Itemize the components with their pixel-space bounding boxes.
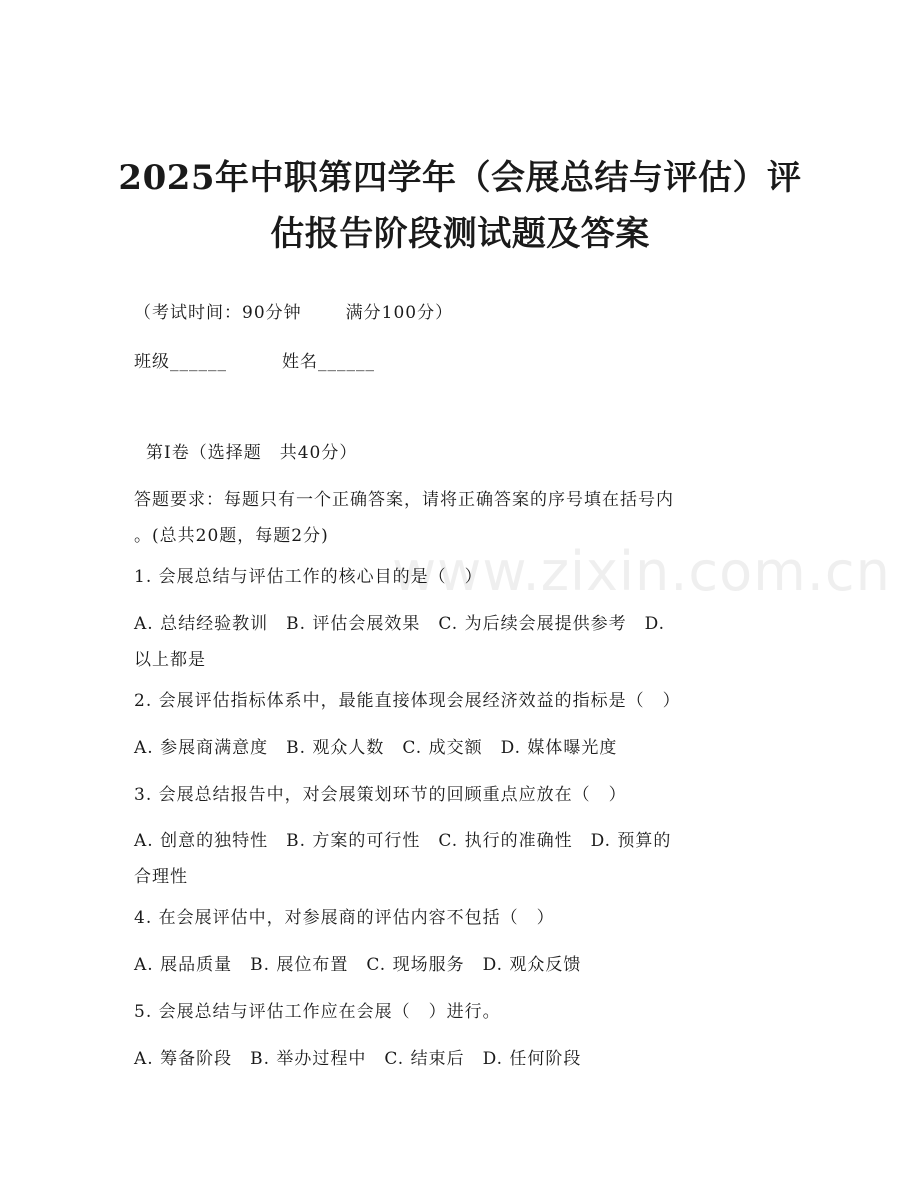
options-line: A. 创意的独特性 B. 方案的可行性 C. 执行的准确性 D. 预算的 [134, 831, 672, 851]
watermark: www.zixin.com.cn [392, 540, 891, 603]
student-fields [134, 350, 375, 374]
exam-info [134, 301, 453, 325]
instructions-line-1: 答题要求：每题只有一个正确答案，请将正确答案的序号填在括号内 [134, 490, 674, 510]
document-title [60, 150, 860, 262]
question-stem: 2. 会展评估指标体系中，最能直接体现会展经济效益的指标是（ ） [134, 691, 681, 711]
section-heading: 第I卷（选择题 共40分） [146, 443, 358, 463]
instructions [134, 482, 774, 554]
options-line-continued: 以上都是 [134, 650, 206, 670]
question-options: A. 筹备阶段 B. 举办过程中 C. 结束后 D. 任何阶段 [134, 1049, 582, 1069]
options-line: A. 总结经验教训 B. 评估会展效果 C. 为后续会展提供参考 D. [134, 614, 666, 634]
question-stem: 4. 在会展评估中，对参展商的评估内容不包括（ ） [134, 908, 555, 928]
options-line-continued: 合理性 [134, 867, 188, 887]
question-options: A. 展品质量 B. 展位布置 C. 现场服务 D. 观众反馈 [134, 955, 582, 975]
exam-score: 满分100分） [345, 303, 454, 323]
question-options [134, 606, 774, 678]
name-field: 姓名______ [282, 352, 375, 372]
title-line-1: 2025年中职第四学年（会展总结与评估）评 [118, 158, 802, 198]
title-line-2: 估报告阶段测试题及答案 [270, 214, 650, 254]
question-stem: 5. 会展总结与评估工作应在会展（ ）进行。 [134, 1002, 501, 1022]
question-stem: 1. 会展总结与评估工作的核心目的是（ ） [134, 567, 483, 587]
question-stem: 3. 会展总结报告中，对会展策划环节的回顾重点应放在（ ） [134, 785, 627, 805]
question-options [134, 823, 774, 895]
exam-time: （考试时间：90分钟 [134, 303, 302, 323]
instructions-line-2: 。(总共20题，每题2分) [134, 526, 329, 546]
question-options: A. 参展商满意度 B. 观众人数 C. 成交额 D. 媒体曝光度 [134, 738, 618, 758]
class-field: 班级______ [134, 352, 227, 372]
